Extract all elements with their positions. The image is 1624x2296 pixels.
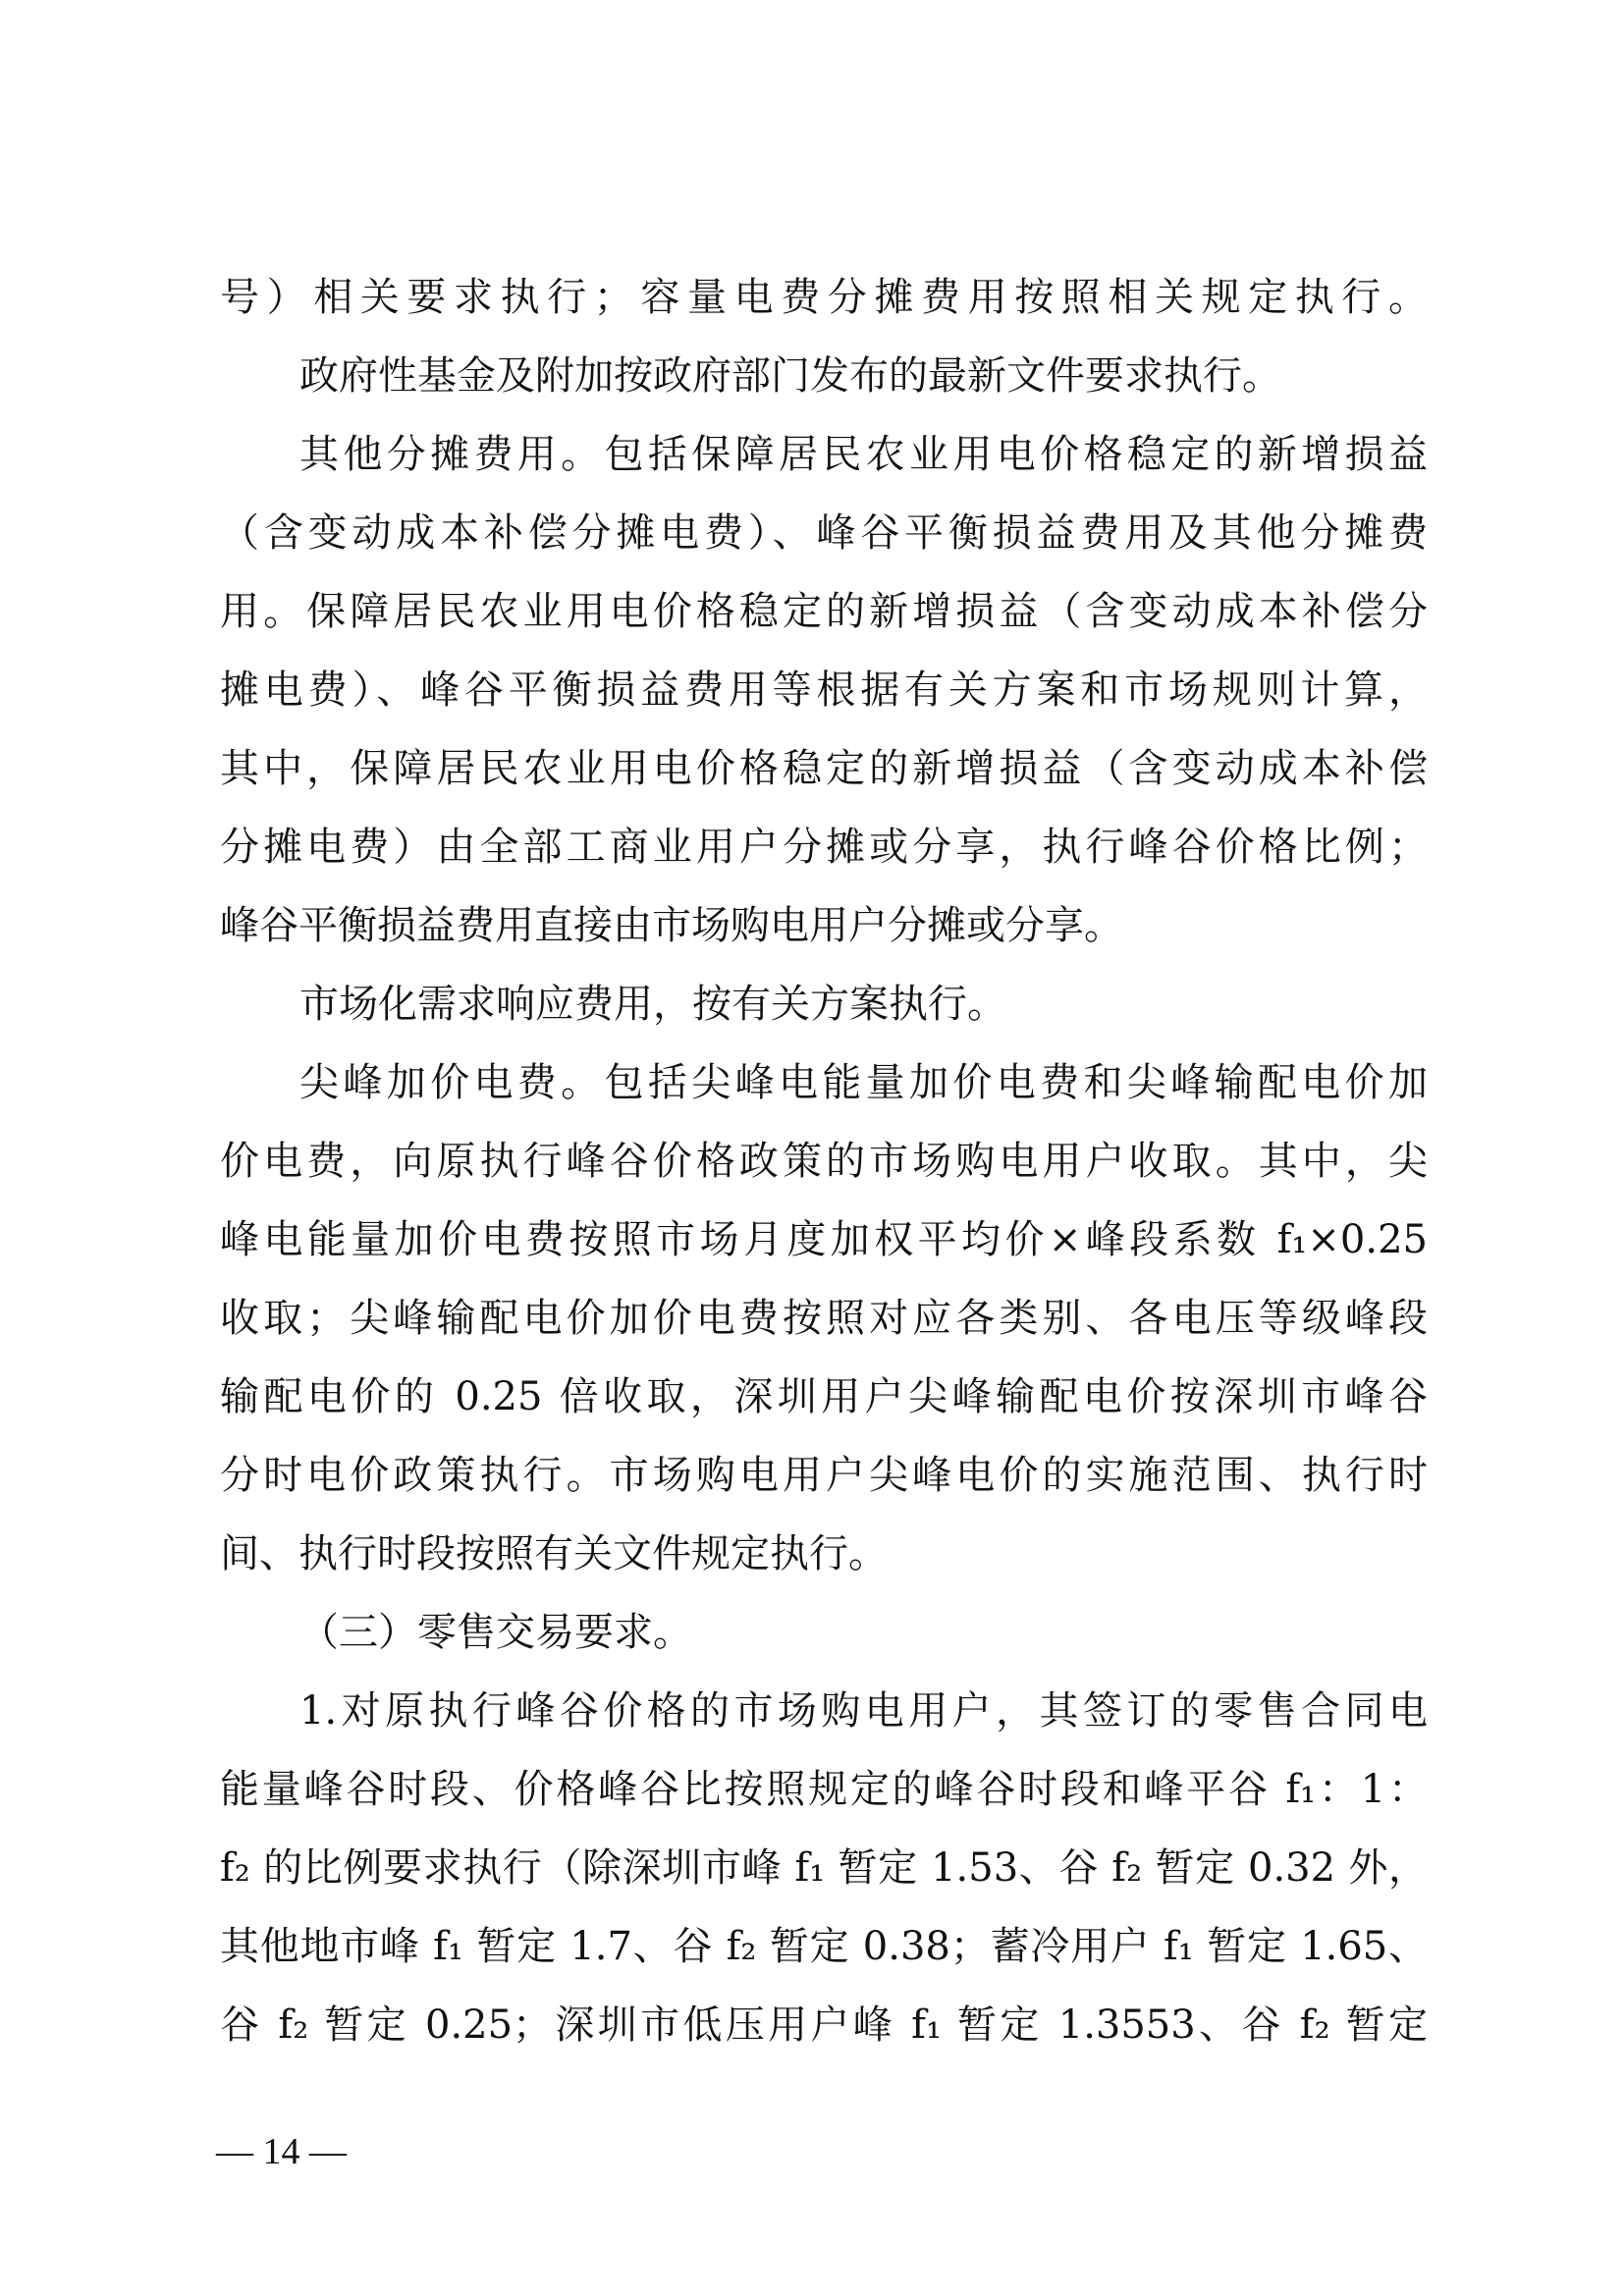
body-line-19: 1.对原执行峰谷价格的市场购电用户，其签订的零售合同电: [299, 1688, 1428, 1734]
body-line-21: f₂ 的比例要求执行（除深圳市峰 f₁ 暂定 1.53、谷 f₂ 暂定 0.32 外，: [220, 1845, 1428, 1891]
page-number: — 14 —: [216, 2131, 347, 2172]
body-line-8: 分摊电费）由全部工商业用户分摊或分享，执行峰谷价格比例；: [220, 825, 1428, 870]
body-line-23: 谷 f₂ 暂定 0.25；深圳市低压用户峰 f₁ 暂定 1.3553、谷 f₂ 暂定: [220, 2002, 1428, 2048]
body-line-13: 峰电能量加价电费按照市场月度加权平均价×峰段系数 f₁×0.25: [220, 1217, 1428, 1262]
body-line-6: 摊电费）、峰谷平衡损益费用等根据有关方案和市场规则计算，: [220, 667, 1428, 713]
body-line-12: 价电费，向原执行峰谷价格政策的市场购电用户收取。其中，尖: [220, 1139, 1428, 1184]
body-line-5: 用。保障居民农业用电价格稳定的新增损益（含变动成本补偿分: [220, 589, 1428, 634]
body-line-2: 政府性基金及附加按政府部门发布的最新文件要求执行。: [299, 353, 1281, 399]
body-line-14: 收取；尖峰输配电价加价电费按照对应各类别、各电压等级峰段: [220, 1296, 1428, 1341]
body-line-15: 输配电价的 0.25 倍收取，深圳用户尖峰输配电价按深圳市峰谷: [220, 1374, 1428, 1419]
body-line-16: 分时电价政策执行。市场购电用户尖峰电价的实施范围、执行时: [220, 1453, 1428, 1498]
body-line-9: 峰谷平衡损益费用直接由市场购电用户分摊或分享。: [220, 903, 1123, 948]
body-line-20: 能量峰谷时段、价格峰谷比按照规定的峰谷时段和峰平谷 f₁：1：: [220, 1767, 1428, 1812]
body-line-3: 其他分摊费用。包括保障居民农业用电价格稳定的新增损益: [299, 432, 1428, 477]
body-line-1: 号）相关要求执行；容量电费分摊费用按照相关规定执行。: [220, 275, 1428, 320]
section-heading: （三）零售交易要求。: [299, 1610, 692, 1655]
body-line-7: 其中，保障居民农业用电价格稳定的新增损益（含变动成本补偿: [220, 746, 1428, 791]
body-line-17: 间、执行时段按照有关文件规定执行。: [220, 1531, 888, 1576]
body-line-4: （含变动成本补偿分摊电费）、峰谷平衡损益费用及其他分摊费: [220, 510, 1428, 556]
body-line-22: 其他地市峰 f₁ 暂定 1.7、谷 f₂ 暂定 0.38；蓄冷用户 f₁ 暂定 1.65、: [220, 1924, 1428, 1969]
body-line-10: 市场化需求响应费用，按有关方案执行。: [299, 982, 1006, 1027]
body-line-11: 尖峰加价电费。包括尖峰电能量加价电费和尖峰输配电价加: [299, 1060, 1428, 1105]
